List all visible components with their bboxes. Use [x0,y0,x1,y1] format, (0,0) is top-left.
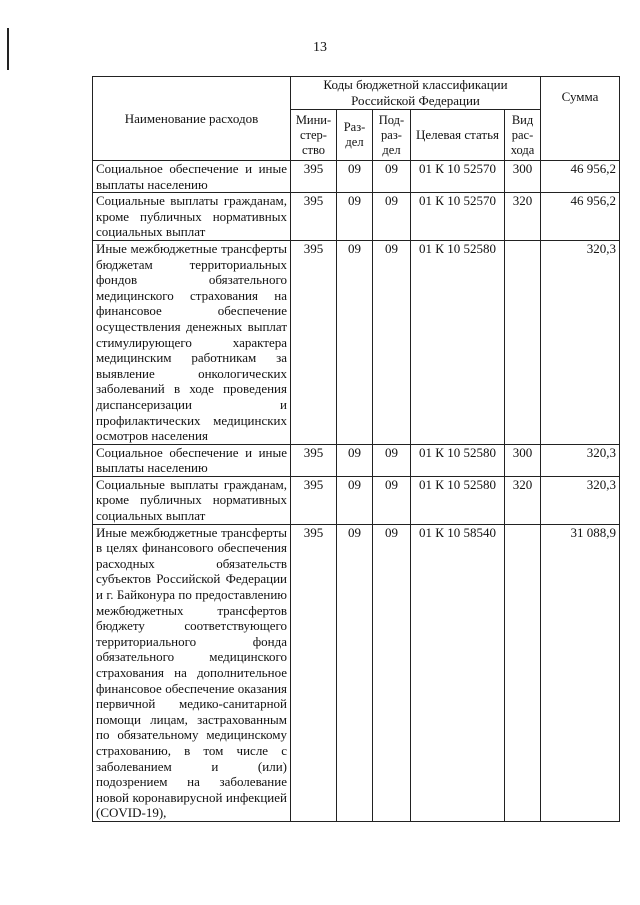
row-section: 09 [337,193,373,241]
row-type: 300 [505,444,541,476]
header-subsection: Под-раз-дел [373,110,411,161]
row-subsection: 09 [373,240,411,444]
row-type: 320 [505,476,541,524]
row-type: 300 [505,161,541,193]
row-subsection: 09 [373,524,411,821]
header-name: Наименование расходов [93,77,291,161]
table-row [93,524,620,821]
budget-table [92,76,620,822]
row-ministry: 395 [291,193,337,241]
table-row [93,444,620,476]
row-subsection: 09 [373,444,411,476]
row-sum: 46 956,2 [541,193,620,241]
row-sum: 320,3 [541,240,620,444]
table-row [93,476,620,524]
header-type: Вид рас-хода [505,110,541,161]
row-sum: 46 956,2 [541,161,620,193]
header-sum: Сумма [541,77,620,161]
row-subsection: 09 [373,193,411,241]
row-name: Иные межбюджетные трансферты бюджетам территориальных фондов обязательного медицинского страхования на финансовое обеспечение осуществления денежных выплат стимулирующего характера медицинским работникам за выявление онкологических заболеваний в ходе проведения диспансеризации и профилактических медицинских осмотров населения [93,240,291,444]
row-section: 09 [337,161,373,193]
row-target: 01 К 10 52580 [411,240,505,444]
row-target: 01 К 10 52580 [411,476,505,524]
page-number: 13 [313,40,327,55]
table-row [93,161,620,193]
row-section: 09 [337,444,373,476]
table-row [93,193,620,241]
row-sum: 320,3 [541,476,620,524]
row-sum: 31 088,9 [541,524,620,821]
row-sum: 320,3 [541,444,620,476]
row-type: 320 [505,193,541,241]
row-name: Иные межбюджетные трансферты в целях финансового обеспечения расходных обязательств субъектов Российской Федерации и г. Байконура по предоставлению межбюджетных трансфертов бюджету соответствующего территориального фонда обязательного медицинского страхования на дополнительное финансовое обеспечение оказания первичной медико-санитарной помощи лицам, застрахованным по обязательному медицинскому страхованию, в том числе с заболеванием и (или) подозрением на заболевание новой коронавирусной инфекцией (COVID-19), [93,524,291,821]
row-name: Социальное обеспечение и иные выплаты населению [93,161,291,193]
row-subsection: 09 [373,476,411,524]
row-section: 09 [337,240,373,444]
header-section: Раз-дел [337,110,373,161]
header-codes: Коды бюджетной классификации Российской Федерации [291,77,541,110]
row-type [505,240,541,444]
header-target: Целевая статья [411,110,505,161]
header-ministry: Мини-стер-ство [291,110,337,161]
row-ministry: 395 [291,476,337,524]
row-target: 01 К 10 52570 [411,193,505,241]
row-ministry: 395 [291,524,337,821]
table-row [93,240,620,444]
row-name: Социальные выплаты гражданам, кроме публичных нормативных социальных выплат [93,193,291,241]
row-name: Социальное обеспечение и иные выплаты населению [93,444,291,476]
row-ministry: 395 [291,161,337,193]
row-section: 09 [337,476,373,524]
row-type [505,524,541,821]
row-target: 01 К 10 58540 [411,524,505,821]
row-ministry: 395 [291,444,337,476]
row-subsection: 09 [373,161,411,193]
row-target: 01 К 10 52570 [411,161,505,193]
row-target: 01 К 10 52580 [411,444,505,476]
row-name: Социальные выплаты гражданам, кроме публичных нормативных социальных выплат [93,476,291,524]
row-ministry: 395 [291,240,337,444]
row-section: 09 [337,524,373,821]
